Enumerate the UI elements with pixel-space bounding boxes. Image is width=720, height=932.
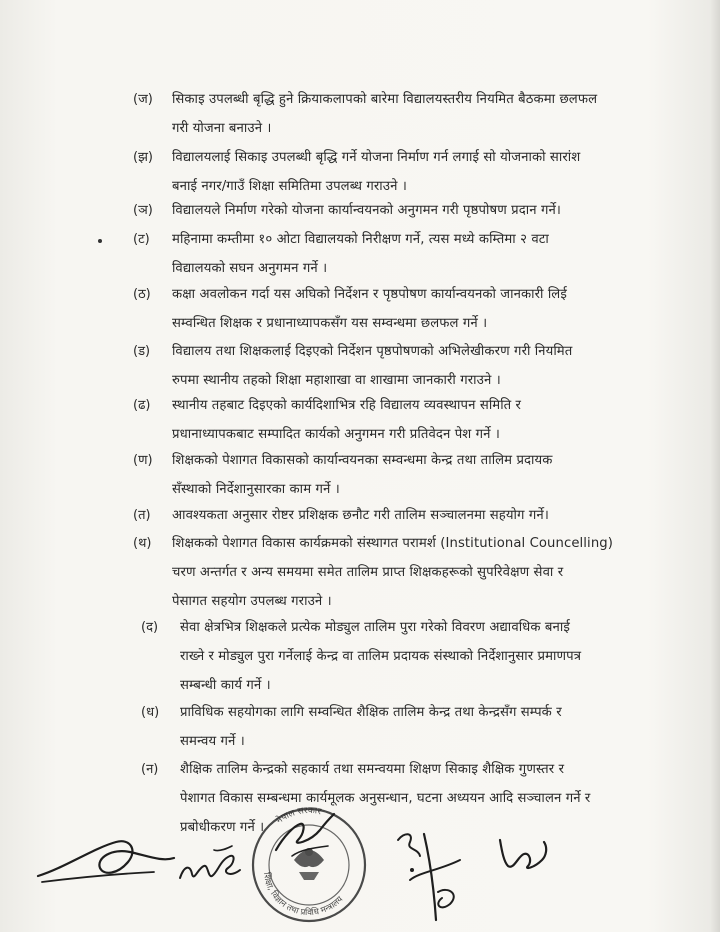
item-text-line: सम्बन्धी कार्य गर्ने । bbox=[180, 678, 271, 693]
item-text-line: महिनामा कम्तीमा १० ओटा विद्यालयको निरीक्षण गर्ने, त्यस मध्ये कम्तिमा २ वटा bbox=[172, 232, 549, 247]
item-text-line: विद्यालय तथा शिक्षकलाई दिइएको निर्देशन पृष्ठपोषणको अभिलेखीकरण गरी नियमित bbox=[172, 344, 573, 359]
item-text-line: चरण अन्तर्गत र अन्य समयमा समेत तालिम प्राप्त शिक्षकहरूको सुपरिवेक्षण सेवा र bbox=[172, 565, 564, 580]
item-text-line: विद्यालयले निर्माण गरेको योजना कार्यान्वयनको अनुगमन गरी पृष्ठपोषण प्रदान गर्ने। bbox=[172, 203, 561, 218]
item-text-line: पेशागत विकास सम्बन्धमा कार्यमूलक अनुसन्धान, घटना अध्ययन आदि सञ्चालन गर्ने र bbox=[180, 791, 591, 806]
signature-4 bbox=[390, 820, 480, 930]
stamp-text-upper: नेपाल सरकार bbox=[274, 805, 323, 827]
item-text-line: प्रबोधीकरण गर्ने । bbox=[180, 820, 265, 835]
stamp-text-lower: शिक्षा, विज्ञान तथा प्रविधि मन्त्रालय bbox=[260, 871, 346, 919]
signature-2 bbox=[174, 838, 254, 898]
item-marker: (ड) bbox=[133, 344, 151, 359]
item-text-line: पेसागत सहयोग उपलब्ध गराउने । bbox=[172, 594, 332, 609]
item-text-line: विद्यालयको सघन अनुगमन गर्ने । bbox=[172, 261, 328, 276]
item-text-line: स्थानीय तहबाट दिइएको कार्यदिशाभित्र रहि विद्यालय व्यवस्थापन समिति र bbox=[172, 398, 522, 413]
item-marker: (थ) bbox=[133, 536, 152, 551]
item-marker: (ज) bbox=[133, 92, 153, 107]
item-text-line: बनाई नगर/गाउँ शिक्षा समितिमा उपलब्ध गराउने । bbox=[172, 179, 407, 194]
item-text-line: प्रधानाध्यापकबाट सम्पादित कार्यको अनुगमन गरी प्रतिवेदन पेश गर्ने । bbox=[172, 427, 500, 442]
item-marker: (ढ) bbox=[133, 398, 151, 413]
margin-dot bbox=[98, 239, 102, 243]
item-text-line: समन्वय गर्ने । bbox=[180, 734, 245, 749]
page-edge-shadow bbox=[710, 0, 720, 932]
item-text-line: राख्ने र मोड्युल पुरा गर्नेलाई केन्द्र वा तालिम प्रदायक संस्थाको निर्देशानुसार प्रमाणपत्र bbox=[180, 649, 582, 664]
item-text-line: शिक्षकको पेशागत विकासको कार्यान्वयनका सम्वन्धमा केन्द्र तथा तालिम प्रदायक bbox=[172, 453, 553, 468]
item-text-line: शैक्षिक तालिम केन्द्रको सहकार्य तथा समन्वयमा शिक्षण सिकाइ शैक्षिक गुणस्तर र bbox=[180, 762, 565, 777]
item-marker: (त) bbox=[133, 508, 151, 523]
signature-5 bbox=[494, 826, 554, 876]
item-marker: (न) bbox=[141, 762, 159, 777]
item-marker: (ण) bbox=[133, 453, 153, 468]
signature-1 bbox=[34, 828, 184, 898]
item-text-line: सेवा क्षेत्रभित्र शिक्षकले प्रत्येक मोड्युल तालिम पुरा गरेको विवरण अद्यावधिक बनाई bbox=[180, 620, 570, 635]
item-marker: (ट) bbox=[133, 232, 150, 247]
item-text-line: गरी योजना बनाउने । bbox=[172, 121, 272, 136]
item-text-line: विद्यालयलाई सिकाइ उपलब्धी बृद्धि गर्ने योजना निर्माण गर्न लगाई सो योजनाको सारांश bbox=[172, 150, 581, 165]
item-text-line: सँस्थाको निर्देशानुसारका काम गर्ने । bbox=[172, 482, 340, 497]
item-text-line: रुपमा स्थानीय तहको शिक्षा महाशाखा वा शाखामा जानकारी गराउने । bbox=[172, 373, 501, 388]
item-text-line: कक्षा अवलोकन गर्दा यस अघिको निर्देशन र पृष्ठपोषण कार्यान्वयनको जानकारी लिई bbox=[172, 287, 567, 302]
item-text-line: प्राविधिक सहयोगका लागि सम्वन्धित शैक्षिक तालिम केन्द्र तथा केन्द्रसँग सम्पर्क र bbox=[180, 705, 562, 720]
item-marker: (ञ) bbox=[133, 203, 153, 218]
item-text-line: सम्वन्धित शिक्षक र प्रधानाध्यापकसँग यस सम्वन्धमा छलफल गर्ने । bbox=[172, 316, 488, 331]
item-text-line: आवश्यकता अनुसार रोष्टर प्रशिक्षक छनौट गरी तालिम सञ्चालनमा सहयोग गर्ने। bbox=[172, 508, 549, 523]
item-marker: (ठ) bbox=[133, 287, 151, 302]
item-marker: (ध) bbox=[141, 705, 160, 720]
signature-3 bbox=[270, 806, 340, 866]
item-marker: (द) bbox=[141, 620, 159, 635]
item-marker: (झ) bbox=[133, 150, 153, 165]
item-text-line: सिकाइ उपलब्धी बृद्धि हुने क्रियाकलापको बारेमा विद्यालयस्तरीय नियमित बैठकमा छलफल bbox=[172, 92, 598, 107]
item-text-line: शिक्षकको पेशागत विकास कार्यक्रमको संस्थागत परामर्श (Institutional Councelling) bbox=[172, 536, 613, 551]
